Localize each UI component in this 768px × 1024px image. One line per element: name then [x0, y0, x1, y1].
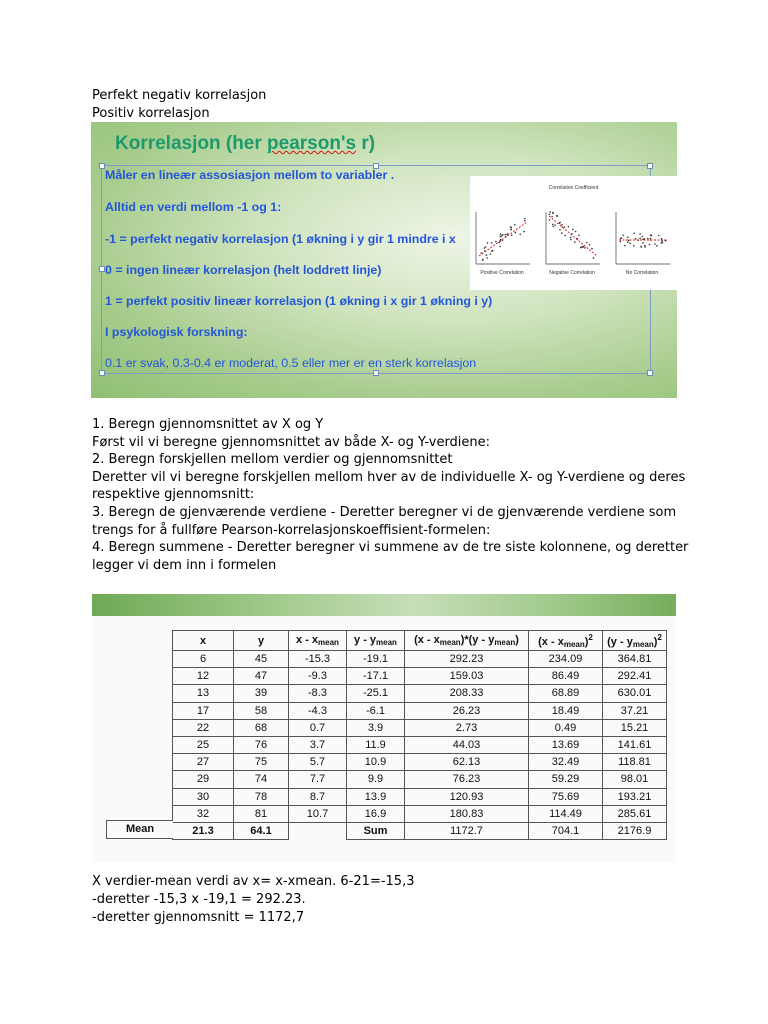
table-cell: 62.13: [405, 754, 529, 771]
scatter-point: [553, 226, 555, 228]
col-header-y: y: [234, 631, 289, 651]
scatter-point: [486, 254, 488, 256]
table-cell: 68.89: [529, 685, 603, 702]
scatter-point: [552, 213, 554, 215]
step-2-text-cont: respektive gjennomsnitt:: [92, 487, 255, 503]
table-cell: 68: [234, 719, 289, 736]
inset-label-none: No Correlation: [625, 270, 659, 276]
scatter-point: [620, 238, 622, 240]
scatter-point: [658, 235, 660, 237]
table-cell: 12: [173, 668, 234, 685]
scatter-point: [505, 234, 507, 236]
table-cell: 44.03: [405, 736, 529, 753]
table-header-row: [173, 631, 667, 651]
table-cell: 17: [173, 702, 234, 719]
table-cell: 292.23: [405, 651, 529, 668]
table-cell: 59.29: [529, 771, 603, 788]
scatter-point: [568, 226, 570, 228]
resize-handle: [99, 370, 105, 376]
table-cell: 58: [234, 702, 289, 719]
steps-paragraph: [92, 416, 692, 574]
scatter-point: [642, 242, 644, 244]
table-cell: -6.1: [347, 702, 405, 719]
table-cell: 13.69: [529, 736, 603, 753]
scatter-point: [628, 240, 630, 242]
scatter-point: [491, 250, 493, 252]
table-cell: 47: [234, 668, 289, 685]
table-cell: -9.3: [289, 668, 347, 685]
scatter-point: [501, 235, 503, 237]
scatter-point: [524, 218, 526, 220]
table-cell: 3.9: [347, 719, 405, 736]
table-cell: 13: [173, 685, 234, 702]
table-cell: 292.41: [603, 668, 667, 685]
table-cell: 7.7: [289, 771, 347, 788]
scatter-point: [629, 243, 631, 245]
col-header-dx: x - $x_{mean}$: [289, 631, 347, 651]
table-cell: 630.01: [603, 685, 667, 702]
table-cell: -25.1: [347, 685, 405, 702]
scatter-point: [641, 246, 643, 248]
step-2-text: Deretter vil vi beregne forskjellen mellom hver av de individuelle X- og Y-verdiene og deres: [92, 469, 686, 485]
scatter-point: [500, 233, 502, 235]
table-cell: 45: [234, 651, 289, 668]
scatter-point: [620, 241, 622, 243]
scatter-point: [559, 222, 561, 224]
step-3-text: 3. Beregn de gjenværende verdiene - Deretter beregner vi de gjenværende verdiene som: [92, 504, 677, 520]
heading-positive-correlation: Positiv korrelasjon: [92, 106, 210, 121]
scatter-point: [654, 243, 656, 245]
scatter-point: [549, 211, 551, 213]
scatter-point: [486, 257, 488, 259]
scatter-point: [554, 224, 556, 226]
scatter-point: [487, 242, 489, 244]
scatter-point: [510, 229, 512, 231]
table-cell: 75: [234, 754, 289, 771]
scatter-point: [559, 229, 561, 231]
table-cell: 15.21: [603, 719, 667, 736]
table-cell: 86.49: [529, 668, 603, 685]
scatter-point: [515, 232, 517, 234]
table-cell: -19.1: [347, 651, 405, 668]
scatter-point: [495, 241, 497, 243]
table-cell: 234.09: [529, 651, 603, 668]
scatter-point: [593, 257, 595, 259]
sum-dx-squared: 704.1: [529, 822, 603, 839]
scatter-point: [500, 239, 502, 241]
scatter-point: [574, 241, 576, 243]
step-1-heading: 1. Beregn gjennomsnittet av X og Y: [92, 417, 324, 432]
summary-row: [173, 822, 667, 839]
scatter-point: [498, 242, 500, 244]
table-cell: 81: [234, 805, 289, 822]
col-header-x: x: [173, 631, 234, 651]
table-cell: 74: [234, 771, 289, 788]
table-cell: 118.81: [603, 754, 667, 771]
scatter-point: [580, 247, 582, 249]
regression-line: [479, 222, 527, 256]
table-cell: 141.61: [603, 736, 667, 753]
table-cell: 180.83: [405, 805, 529, 822]
scatter-point: [586, 242, 588, 244]
table-cell: 76.23: [405, 771, 529, 788]
table-body: [173, 651, 667, 823]
scatter-point: [622, 235, 624, 237]
scatter-point: [524, 220, 526, 222]
scatter-point: [549, 214, 551, 216]
slide-line-1: Måler en lineær assosiasjon mellom to variabler .: [105, 168, 395, 182]
scatter-point: [624, 245, 626, 247]
scatter-point: [644, 246, 646, 248]
empty-cell: [289, 822, 347, 839]
table-cell: 159.03: [405, 668, 529, 685]
scatter-point: [482, 259, 484, 261]
table-cell: 8.7: [289, 788, 347, 805]
step-1-text: Først vil vi beregne gjennomsnittet av både X- og Y-verdiene:: [92, 434, 491, 450]
slide-title: Korrelasjon (her pearson's r): [115, 133, 376, 154]
calculation-table: [172, 630, 667, 840]
slide-line-2: Alltid en verdi mellom -1 og 1:: [105, 200, 282, 214]
resize-handle: [373, 370, 379, 376]
scatter-point: [584, 247, 586, 249]
table-row: [173, 651, 667, 668]
scatter-point: [639, 238, 641, 240]
scatter-point: [650, 238, 652, 240]
table-cell: 285.61: [603, 805, 667, 822]
regression-line: [549, 216, 597, 256]
scatter-point: [639, 233, 641, 235]
table-cell: 3.7: [289, 736, 347, 753]
inset-label-positive: Positive Correlation: [480, 270, 524, 276]
table-cell: 0.49: [529, 719, 603, 736]
table-cell: 16.9: [347, 805, 405, 822]
scatter-point: [552, 224, 554, 226]
table-cell: 13.9: [347, 788, 405, 805]
table-cell: 22: [173, 719, 234, 736]
table-row: [173, 685, 667, 702]
footer-line-2: -deretter -15,3 x -19,1 = 292.23.: [92, 892, 306, 907]
scatter-point: [564, 235, 566, 237]
scatter-point: [491, 242, 493, 244]
footer-line-1: X verdier-mean verdi av x= x-xmean. 6-21=-15,3: [92, 874, 415, 889]
table-cell: 29: [173, 771, 234, 788]
table-cell: 27: [173, 754, 234, 771]
slide-line-7: 0.1 er svak, 0.3-0.4 er moderat, 0.5 eller mer er en sterk korrelasjon: [105, 356, 477, 370]
col-header-dy: y - $y_{mean}$: [347, 631, 405, 651]
table-cell: 37.21: [603, 702, 667, 719]
scatter-point: [642, 236, 644, 238]
scatter-point: [575, 231, 577, 233]
scatter-point: [502, 234, 504, 236]
scatter-point: [635, 238, 637, 240]
table-row: [173, 771, 667, 788]
scatter-point: [627, 237, 629, 239]
scatter-point: [519, 234, 521, 236]
step-3-text-cont: trengs for å fullføre Pearson-korrelasjonskoeffisient-formelen:: [92, 522, 491, 538]
scatter-point: [490, 253, 492, 255]
plot-axes: [476, 212, 530, 264]
no-correlation-scatter: [616, 212, 670, 264]
scatter-point: [556, 215, 558, 217]
slide-line-3: -1 = perfekt negativ korrelasjon (1 økning i y gir 1 mindre i x: [105, 232, 456, 246]
table-cell: -4.3: [289, 702, 347, 719]
table-cell: -17.1: [347, 668, 405, 685]
table-cell: 364.81: [603, 651, 667, 668]
inset-title: Correlation Coefficient: [548, 185, 599, 191]
inset-label-negative: Negative Correlation: [549, 270, 595, 276]
table-row: [173, 668, 667, 685]
resize-handle: [647, 370, 653, 376]
scatter-point: [627, 241, 629, 243]
table-cell: -15.3: [289, 651, 347, 668]
table-cell: 0.7: [289, 719, 347, 736]
calculation-table-image: [92, 616, 676, 862]
scatter-point: [507, 233, 509, 235]
table-row: [173, 719, 667, 736]
scatter-point: [551, 216, 553, 218]
table-cell: 26.23: [405, 702, 529, 719]
table-cell: 120.93: [405, 788, 529, 805]
table-cell: 5.7: [289, 754, 347, 771]
table-cell: 10.7: [289, 805, 347, 822]
correlation-slide: [91, 122, 677, 398]
table-cell: 25: [173, 736, 234, 753]
heading-negative-correlation: Perfekt negativ korrelasjon: [92, 88, 267, 103]
correlation-examples-image: [470, 176, 677, 290]
plot-axes: [546, 212, 600, 264]
positive-scatter: [476, 212, 530, 264]
scatter-point: [561, 224, 563, 226]
scatter-point: [661, 242, 663, 244]
mean-y: 64.1: [234, 822, 289, 839]
resize-handle: [647, 163, 653, 169]
table-cell: 208.33: [405, 685, 529, 702]
scatter-point: [647, 238, 649, 240]
table-row: [173, 702, 667, 719]
sum-product: 1172.7: [405, 822, 529, 839]
scatter-point: [633, 233, 635, 235]
scatter-point: [591, 248, 593, 250]
mean-label: Mean: [106, 820, 173, 839]
scatter-point: [570, 237, 572, 239]
step-4-text: 4. Beregn summene - Deretter beregner vi summene av de tre siste kolonnene, og deretter: [92, 540, 689, 556]
scatter-point: [523, 231, 525, 233]
table-cell: 78: [234, 788, 289, 805]
scatter-point: [514, 224, 516, 226]
table-cell: 193.21: [603, 788, 667, 805]
scatter-point: [561, 232, 563, 234]
scatter-point: [511, 227, 513, 229]
scatter-point: [649, 244, 651, 246]
scatter-point: [511, 234, 513, 236]
table-cell: -8.3: [289, 685, 347, 702]
table-cell: 10.9: [347, 754, 405, 771]
scatter-point: [572, 229, 574, 231]
table-cell: 114.49: [529, 805, 603, 822]
table-row: [173, 788, 667, 805]
scatter-point: [549, 219, 551, 221]
scatter-point: [570, 239, 572, 241]
table-cell: 30: [173, 788, 234, 805]
scatter-point: [656, 245, 658, 247]
step-4-text-cont: legger vi dem inn i formelen: [92, 557, 277, 573]
sum-label: Sum: [347, 822, 405, 839]
col-header-dx-squared: $(x - x_{mean})^2$: [529, 631, 603, 651]
scatter-point: [661, 238, 663, 240]
table-row: [173, 754, 667, 771]
table-cell: 75.69: [529, 788, 603, 805]
mean-x: 21.3: [173, 822, 234, 839]
scatter-point: [651, 235, 653, 237]
slide-line-5: 1 = perfekt positiv lineær korrelasjon (1 økning i x gir 1 økning i y): [105, 294, 493, 308]
table-cell: 76: [234, 736, 289, 753]
scatter-point: [499, 246, 501, 248]
scatter-point: [485, 246, 487, 248]
scatter-point: [578, 234, 580, 236]
scatter-point: [583, 246, 585, 248]
table-cell: 2.73: [405, 719, 529, 736]
footer-line-3: -deretter gjennomsnitt = 1172,7: [92, 910, 305, 925]
table-row: [173, 805, 667, 822]
slide-line-4: 0 = ingen lineær korrelasjon (helt loddrett linje): [105, 263, 382, 277]
table-cell: 6: [173, 651, 234, 668]
table-cell: 32.49: [529, 754, 603, 771]
scatter-point: [633, 245, 635, 247]
scatter-point: [564, 226, 566, 228]
table-cell: 32: [173, 805, 234, 822]
slide-line-6: I psykologisk forskning:: [105, 325, 248, 339]
negative-scatter: [546, 211, 600, 264]
scatter-point: [589, 244, 591, 246]
col-header-dy-squared: $(y - y_{mean})^2$: [603, 631, 667, 651]
table-cell: 11.9: [347, 736, 405, 753]
table-cell: 98.01: [603, 771, 667, 788]
table-image-header-bar: [92, 594, 676, 616]
plot-axes: [616, 212, 670, 264]
table-row: [173, 736, 667, 753]
col-header-product: $(x - x_{mean})*(y - y_{mean})$: [405, 631, 529, 651]
sum-dy-squared: 2176.9: [603, 822, 667, 839]
step-2-heading: 2. Beregn forskjellen mellom verdier og gjennomsnittet: [92, 452, 453, 468]
table-cell: 18.49: [529, 702, 603, 719]
table-cell: 9.9: [347, 771, 405, 788]
table-cell: 39: [234, 685, 289, 702]
